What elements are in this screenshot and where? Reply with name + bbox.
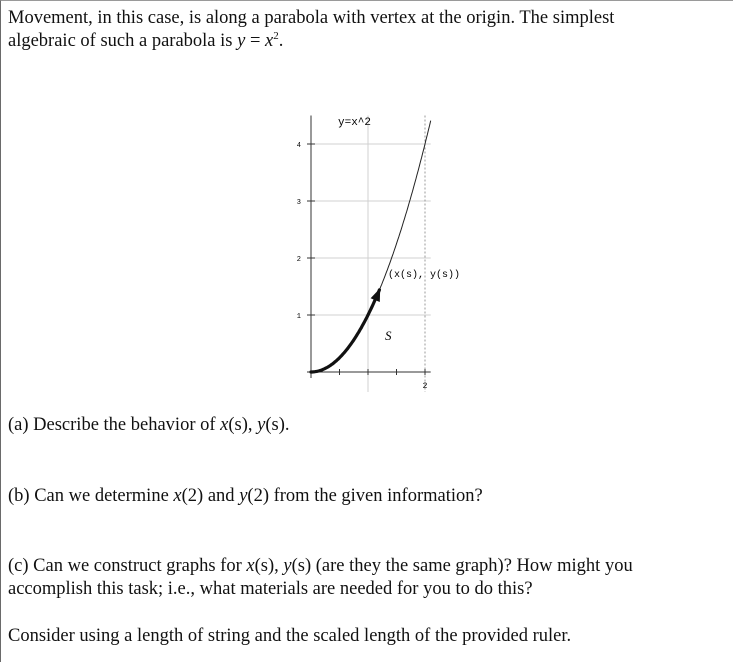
question-b xyxy=(8,485,483,508)
axes xyxy=(307,116,431,379)
x-tick-label: 2 xyxy=(422,382,428,391)
parabola-graph xyxy=(289,100,461,400)
equation-equals: = xyxy=(245,31,265,51)
arc-label: S xyxy=(385,328,392,343)
question-a-arg2: (s). xyxy=(265,415,290,435)
question-c-y: y xyxy=(283,556,292,576)
parabola-curve xyxy=(311,121,431,372)
grid-lines xyxy=(311,116,431,393)
x-tick-labels xyxy=(423,382,428,391)
question-b-y: y xyxy=(239,486,248,506)
intro-line-2-end: . xyxy=(278,31,284,51)
equation-y: y xyxy=(237,31,246,51)
arc-arrowhead xyxy=(371,288,381,302)
question-c-line-2: accomplish this task; i.e., what materials are needed for you to do this? xyxy=(8,579,533,599)
closing-note: Consider using a length of string and the scaled length of the provided ruler. xyxy=(8,626,572,646)
question-b-x: x xyxy=(173,486,182,506)
question-a xyxy=(8,414,290,437)
question-b-text: (b) Can we determine xyxy=(8,486,174,506)
intro-line-1: Movement, in this case, is along a parabola with vertex at the origin. The simplest xyxy=(8,8,615,28)
function-label: y=x^2 xyxy=(338,117,372,129)
tick-marks xyxy=(307,144,425,375)
y-tick-label: 3 xyxy=(296,199,301,207)
point-label: (x(s), y(s)) xyxy=(388,270,461,281)
question-a-text: (a) Describe the behavior of xyxy=(8,415,221,435)
intro-paragraph xyxy=(8,7,614,53)
question-a-arg1: (s), xyxy=(228,415,258,435)
question-a-x: x xyxy=(220,415,229,435)
question-c-text: (c) Can we construct graphs for xyxy=(8,556,247,576)
question-c-end: (s) (are they the same graph)? How might you xyxy=(291,556,633,576)
question-c-x: x xyxy=(246,556,255,576)
y-tick-label: 4 xyxy=(296,142,301,150)
y-tick-labels xyxy=(297,142,301,321)
question-c-mid: (s), xyxy=(254,556,284,576)
question-b-mid: (2) and xyxy=(181,486,240,506)
y-tick-label: 2 xyxy=(296,256,301,264)
arc-length-highlight xyxy=(311,290,379,372)
question-c xyxy=(8,555,633,601)
equation-exponent: 2 xyxy=(273,30,279,42)
question-b-end: (2) from the given information? xyxy=(247,486,483,506)
y-tick-label: 1 xyxy=(296,313,301,321)
question-a-y: y xyxy=(257,415,266,435)
intro-line-2-text: algebraic of such a parabola is xyxy=(8,31,238,51)
equation-x: x xyxy=(265,31,274,51)
